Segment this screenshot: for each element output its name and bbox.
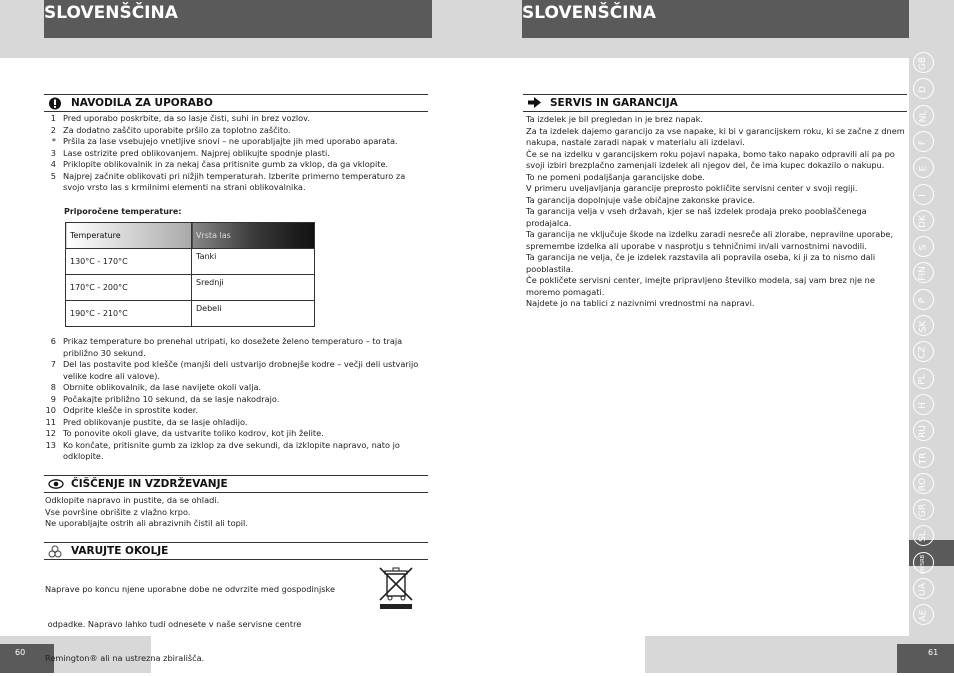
service-line: Ta garancija ne velja, če je izdelek razstavila ali popravila oseba, ki ji za to nismo dali (526, 252, 876, 262)
language-tab-label: NL (918, 110, 928, 122)
step-number: 10 (45, 405, 56, 415)
language-tab-label: PL (917, 373, 928, 385)
service-heading-bar (523, 94, 907, 112)
table-row (66, 301, 315, 327)
instruction-step (44, 359, 428, 382)
step-number: 5 (50, 170, 56, 181)
cleaning-line: Vse površine obrišite z vlažno krpo. (45, 506, 191, 517)
language-tab-fin[interactable] (913, 262, 934, 283)
instruction-steps-second (44, 336, 428, 463)
temperature-table (65, 222, 315, 327)
footer-right-page-box (897, 644, 954, 673)
step-number: 9 (50, 393, 56, 404)
table-cell: Debeli (192, 301, 315, 327)
instruction-step (44, 405, 428, 417)
environment-line: Naprave po koncu njene uporabne dobe ne odvrzite med gospodinjske (45, 584, 335, 594)
step-number: 12 (45, 428, 56, 438)
environment-heading-bar (44, 542, 428, 560)
instruction-step (44, 171, 428, 194)
table-header-hair-type: Vrsta las (192, 223, 315, 249)
step-text: Za dodatno zaščito uporabite pršilo za toplotno zaščito. (63, 124, 291, 135)
temperatures-label: Priporočene temperature: (64, 207, 182, 216)
language-tab-label: SL (917, 531, 928, 543)
eye-icon (48, 478, 62, 490)
step-text: Priklopite oblikovalnik in za nekaj časa pritisnite gumb za vklop, da ga vklopite. (63, 159, 389, 169)
language-tab-label: F (918, 139, 928, 145)
cleaning-line: Odklopite napravo in pustite, da se ohladi. (45, 495, 220, 505)
service-line: moremo pomagati. (526, 286, 605, 297)
instruction-step (44, 417, 428, 429)
instruction-step (44, 125, 428, 137)
crossed-bin-icon (376, 564, 416, 610)
language-tab-label: S (918, 244, 928, 251)
language-tab-label: H (918, 402, 928, 409)
page-title-right (522, 0, 909, 38)
cleaning-text (45, 495, 429, 530)
language-tab-gr[interactable] (913, 499, 934, 520)
service-line: svoji izbiri brezplačno zamenjali izdelek ali njegov del, če ima kupec dokazilo o nakupu. (526, 160, 885, 170)
language-tab-p[interactable] (913, 289, 934, 310)
service-heading: SERVIS IN GARANCIJA (550, 97, 678, 109)
language-tab-label: CZ (917, 346, 928, 360)
service-line: Ta izdelek je bil pregledan in je brez napak. (526, 114, 703, 124)
step-number: 7 (50, 359, 56, 369)
step-number: 8 (50, 382, 56, 392)
environment-line: odpadke. Napravo lahko tudi odnesete v naše servisne centre (45, 618, 302, 629)
environment-text (45, 561, 375, 676)
cleaning-heading: ČIŠČENJE IN VZDRŽEVANJE (71, 478, 228, 490)
instruction-step (44, 136, 428, 148)
instruction-step (44, 336, 428, 359)
recycle-icon (48, 545, 62, 557)
language-tab-pl[interactable] (913, 368, 934, 389)
step-number: 4 (50, 159, 56, 169)
step-text: Pršila za lase vsebujejo vnetljive snovi – ne uporabljajte jih med uporabo aparata. (63, 136, 398, 146)
table-row (66, 275, 315, 301)
service-line: V primeru uveljavljanja garancije preprosto pokličite servisni center v svoji regiji. (526, 183, 858, 193)
language-tab-nl[interactable] (913, 105, 934, 126)
instruction-step (44, 113, 428, 125)
arrow-right-icon (527, 97, 541, 109)
service-line: To ne pomeni podaljšanja garancijske dobe. (526, 171, 705, 182)
step-number: 3 (50, 147, 56, 158)
warning-icon (48, 97, 62, 109)
language-tab-label: P (918, 297, 928, 303)
language-tab-s[interactable] (913, 236, 934, 257)
service-line: Za ta izdelek dajemo garancijo za vse napake, ki bi v garancijskem roku, ki se začne z dnem (526, 125, 905, 136)
service-line: Ta garancija velja v vseh državah, kjer se naš izdelek prodaja preko pooblaščenega (526, 206, 867, 216)
service-line: Če se na izdelku v garancijskem roku pojavi napaka, bomo tako napako odpravili ali pa po (526, 148, 895, 159)
language-tab-label: GB (918, 56, 928, 71)
step-text: To ponovite okoli glave, da ustvarite toliko kodrov, kot jih želite. (63, 428, 324, 438)
language-tab-label: SK (918, 320, 928, 333)
service-text (526, 114, 906, 310)
environment-heading: VARUJTE OKOLJE (71, 545, 169, 557)
step-text: Pred oblikovanje pustite, da se lasje ohladijo. (63, 416, 248, 427)
service-line: Če pokličete servisni center, imejte pripravljeno številko modela, saj vam brez nje ne (526, 275, 875, 285)
step-number: 1 (50, 113, 56, 123)
language-tab-label: RO (918, 477, 928, 491)
table-cell: Srednji (192, 275, 315, 301)
service-line: Ta garancija dopolnjuje vaše običajne zakonske pravice. (526, 194, 756, 205)
step-text: Odprite klešče in sprostite koder. (63, 405, 199, 415)
language-tab-label: FIN (917, 266, 928, 282)
step-text: Obrnite oblikovalnik, da lase navijete okoli valja. (63, 382, 262, 392)
service-line: Najdete jo na tablici z nazivnimi vrednostmi na napravi. (526, 298, 755, 308)
service-line: spremembe izdelka ali uporabe v nasprotju s tehničnimi in/ali varnostnimi navodili. (526, 240, 867, 251)
table-header-temperature: Temperature (66, 223, 192, 249)
table-cell: 190°C - 210°C (66, 301, 192, 327)
service-line: Ta garancija ne vključuje škode na izdelku zaradi nesreče ali zlorabe, nepravilne uporabe, (526, 229, 894, 239)
table-row (66, 249, 315, 275)
step-text: Ko končate, pritisnite gumb za izklop za dve sekundi, da izklopite napravo, nato jo odklopite. (63, 439, 400, 461)
table-cell: 170°C - 200°C (66, 275, 192, 301)
instruction-step (44, 148, 428, 160)
language-tab-h[interactable] (913, 394, 934, 415)
service-line: prodajalca. (526, 217, 572, 228)
language-tab-hr-srb[interactable] (913, 552, 934, 573)
language-tab-label: HR/SRB (920, 554, 926, 574)
step-text: Pred uporabo poskrbite, da so lasje čisti, suhi in brez vozlov. (63, 113, 310, 123)
step-text: Del las postavite pod klešče (manjši deli ustvarijo drobnejše kodre – večji deli ustvarijo velike kodre ali valove). (63, 359, 419, 381)
cleaning-line: Ne uporabljajte ostrih ali abrazivnih čistil ali topil. (45, 518, 248, 528)
language-tab-label: RU (918, 425, 928, 439)
instructions-heading-bar (44, 94, 428, 112)
step-number: 13 (45, 439, 56, 450)
instruction-step (44, 382, 428, 394)
language-tab-label: AE (918, 609, 928, 622)
service-line: pooblastila. (526, 263, 574, 274)
language-tab-gb[interactable] (913, 52, 934, 73)
table-cell: Tanki (192, 249, 315, 275)
language-tab-label: D (918, 86, 928, 94)
language-tab-label: GR (917, 503, 928, 518)
instruction-steps-first (44, 113, 428, 194)
page-title-right-text: SLOVENŠČINA (522, 3, 656, 23)
instruction-step (44, 428, 428, 440)
instruction-step (44, 440, 428, 463)
step-number: 2 (50, 124, 56, 135)
step-number: * (51, 136, 56, 146)
instructions-heading: NAVODILA ZA UPORABO (71, 97, 213, 109)
table-cell: 130°C - 170°C (66, 249, 192, 275)
language-tab-f[interactable] (913, 131, 934, 152)
page-title-left-text: SLOVENŠČINA (44, 3, 178, 23)
language-tab-label: TR (917, 452, 928, 464)
language-tab-label: I (918, 193, 928, 197)
step-text: Najprej začnite oblikovati pri nižjih temperaturah. Izberite primerno temperaturo za svojo vrsto las s krmilnimi elementi na strani oblikovalnika. (63, 170, 406, 192)
step-text: Počakajte približno 10 sekund, da se lasje nakodrajo. (63, 393, 280, 404)
language-tab-ro[interactable] (913, 473, 934, 494)
cleaning-heading-bar (44, 475, 428, 493)
service-line: nakupa, nastale zaradi napak v materialu ali izdelavi. (526, 137, 745, 147)
page-number-left: 60 (15, 648, 26, 657)
table-header-row (66, 223, 315, 249)
language-tab-label: E (918, 165, 928, 172)
environment-line: Remington® ali na ustrezna zbirališča. (45, 653, 205, 663)
language-tab-label: UA (918, 583, 928, 596)
language-tab-tr[interactable] (913, 447, 934, 468)
step-number: 6 (50, 336, 56, 346)
language-tab-ua[interactable] (913, 578, 934, 599)
language-tab-dk[interactable] (913, 210, 934, 231)
language-tab-i[interactable] (913, 184, 934, 205)
page-number-right: 61 (928, 648, 939, 657)
step-number: 11 (45, 416, 56, 427)
step-text: Prikaz temperature bo prenehal utripati, ko dosežete želeno temperaturo – to traja približno 30 sekund. (63, 336, 403, 358)
step-text: Lase ostrizite pred oblikovanjem. Najprej oblikujte spodnje plasti. (63, 147, 330, 158)
instruction-step (44, 159, 428, 171)
instruction-step (44, 394, 428, 406)
language-tab-sk[interactable] (913, 315, 934, 336)
language-tab-label: DK (918, 214, 928, 228)
page-title-left (44, 0, 432, 38)
